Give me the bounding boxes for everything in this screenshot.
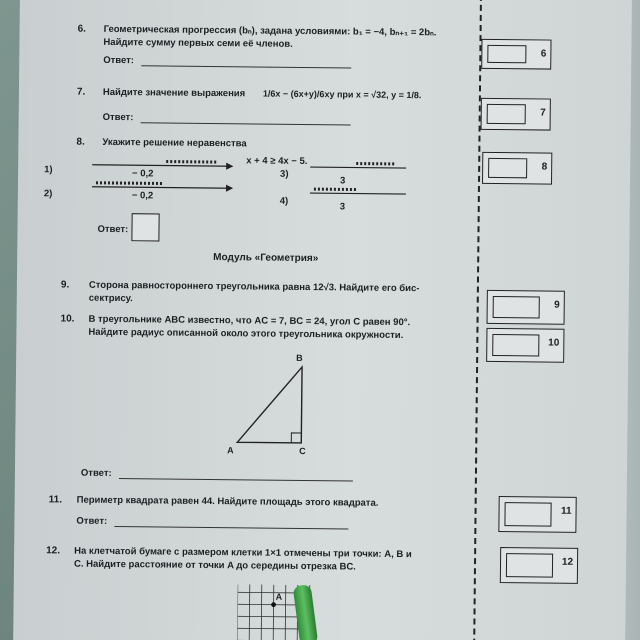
- answer-line[interactable]: [114, 526, 348, 529]
- answer-cell[interactable]: [131, 213, 159, 241]
- task-number: 12.: [46, 545, 61, 557]
- answer-label: Ответ:: [97, 223, 129, 236]
- task-text: Геометрическая прогрессия (bₙ), задана условиями: b₁ = −4, bₙ₊₁ = 2bₙ.: [103, 23, 437, 39]
- task-text: Периметр квадрата равен 44. Найдите площадь этого квадрата.: [76, 494, 379, 509]
- cut-line: [473, 0, 482, 640]
- option-value: 3: [339, 175, 346, 187]
- vertex-label-a: A: [227, 445, 234, 456]
- task-text: Найдите сумму первых семи её членов.: [103, 36, 293, 50]
- box-number: 6: [540, 48, 547, 60]
- answer-line[interactable]: [141, 65, 351, 68]
- number-line-1: [92, 165, 232, 166]
- right-angle-mark: [291, 433, 301, 443]
- answer-label: Ответ:: [103, 54, 135, 67]
- answer-box[interactable]: [487, 290, 565, 325]
- task-number: 10.: [60, 313, 75, 325]
- task-text: Найдите радиус описанной около этого треугольника окружности.: [88, 326, 404, 342]
- answer-label: Ответ:: [80, 467, 112, 479]
- hatching-1: [166, 162, 216, 163]
- task-text: На клетчатой бумаге с размером клетки 1×1 отмечены три точки: A, B и: [74, 545, 412, 561]
- task-number: 11.: [48, 494, 63, 506]
- vertex-label-b: B: [296, 352, 303, 363]
- task-text: В треугольнике ABC известно, что AC = 7, BC = 24, угол C равен 90°.: [88, 313, 411, 329]
- task-text: C. Найдите расстояние от точки A до середины отрезка BC.: [73, 558, 356, 573]
- worksheet-page: [13, 0, 632, 640]
- box-number: 9: [554, 299, 560, 311]
- box-number: 8: [541, 161, 548, 173]
- task-number: 7.: [76, 86, 86, 98]
- option-label: 3): [280, 168, 289, 180]
- answer-box[interactable]: [486, 328, 564, 363]
- triangle-abc: [237, 366, 302, 443]
- module-heading: Модуль «Геометрия»: [213, 252, 319, 265]
- option-label: 4): [279, 195, 289, 207]
- option-value: − 0,2: [131, 190, 154, 202]
- task-number: 9.: [60, 279, 70, 291]
- task-number: 8.: [76, 136, 85, 148]
- number-line-options: [66, 158, 407, 222]
- answer-box[interactable]: [481, 39, 551, 70]
- triangle-figure: [225, 360, 316, 455]
- box-number: 7: [540, 107, 546, 119]
- option-value: − 0,2: [132, 168, 154, 180]
- box-number: 10: [548, 337, 560, 349]
- option-label: 1): [44, 164, 53, 176]
- point-label-a: A: [275, 591, 283, 602]
- number-line-2: [92, 187, 232, 188]
- box-number: 11: [560, 505, 572, 517]
- task-text: Найдите значение выражения: [102, 86, 246, 100]
- answer-label: Ответ:: [102, 111, 134, 124]
- answer-box[interactable]: [482, 152, 552, 185]
- box-number: 12: [561, 556, 574, 568]
- answer-label: Ответ:: [76, 515, 108, 527]
- hatching-2: [96, 183, 162, 184]
- answer-box[interactable]: [498, 496, 576, 533]
- task-number: 6.: [77, 23, 86, 35]
- option-value: 3: [339, 201, 346, 213]
- task-text: Укажите решение неравенства: [102, 136, 247, 150]
- answer-box[interactable]: [481, 98, 551, 131]
- inequality: x + 4 ≥ 4x − 5.: [246, 155, 308, 168]
- task-text: Сторона равностороннего треугольника равна 12√3. Найдите его бис-: [88, 279, 420, 295]
- option-label: 2): [43, 188, 53, 200]
- number-line-4: [310, 193, 406, 194]
- number-line-3: [310, 167, 406, 168]
- task-expression: 1/6x − (6x+y)/6xy при x = √32, y = 1/8.: [262, 88, 422, 101]
- answer-line[interactable]: [141, 122, 351, 125]
- answer-line[interactable]: [119, 478, 353, 481]
- answer-box[interactable]: [500, 547, 578, 584]
- vertex-label-c: C: [299, 445, 306, 457]
- task-text: сектрису.: [88, 292, 133, 305]
